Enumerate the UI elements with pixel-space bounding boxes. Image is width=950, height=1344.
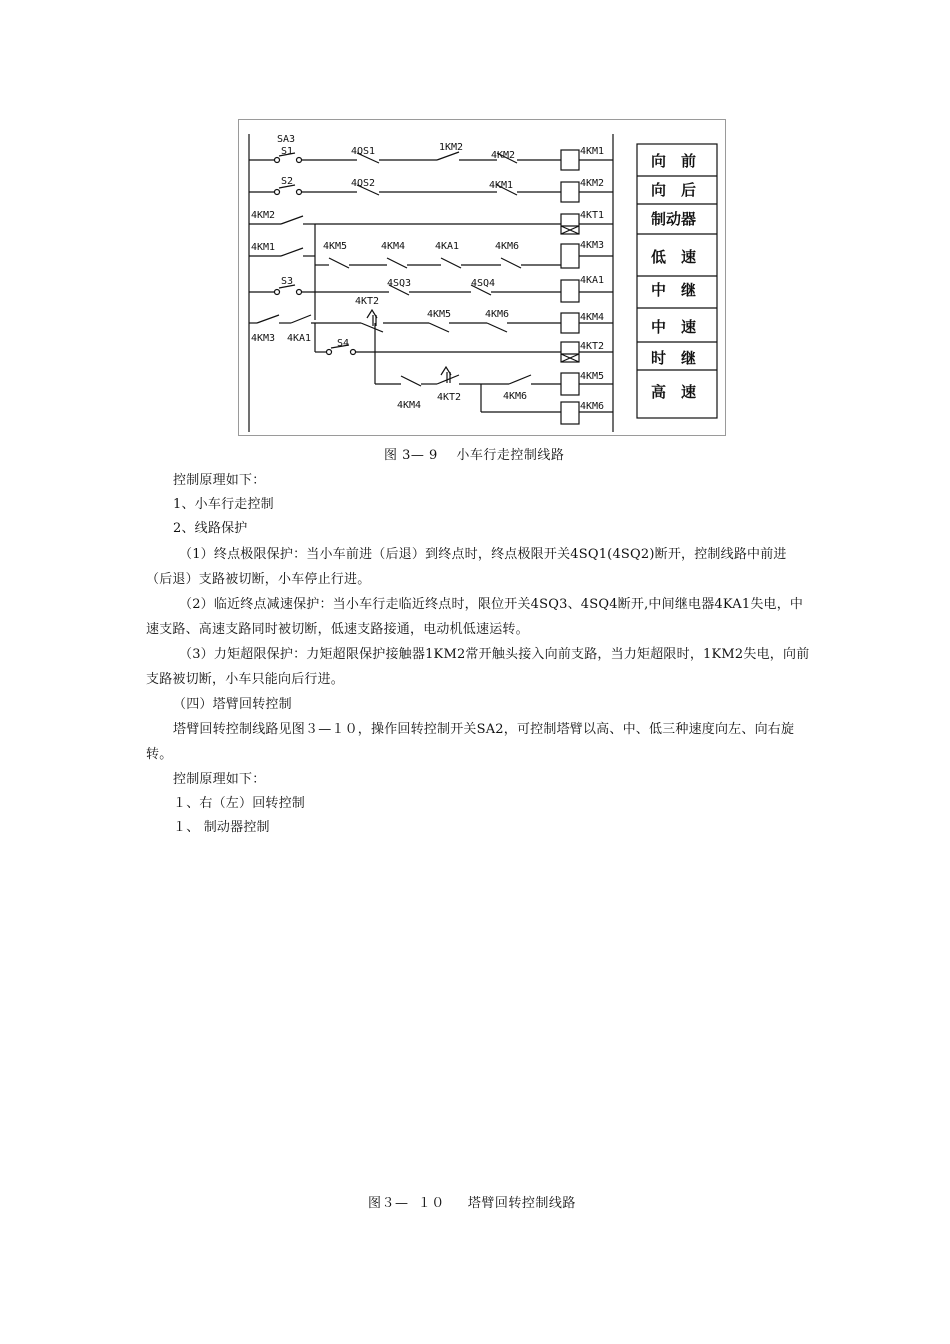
function-forward: 向 前 (651, 152, 697, 170)
coil-label-4ka1: 4KA1 (580, 275, 605, 286)
label-s2: S2 (281, 176, 294, 187)
coil-label-4km5: 4KM5 (580, 371, 605, 382)
figure-caption-3-10: 图３— １０ 塔臂回转控制线路 (368, 1196, 576, 1211)
circuit-diagram-figure (238, 119, 726, 436)
label-s1: S1 (281, 146, 294, 157)
paragraph-principle-heading-2: 控制原理如下： (173, 772, 266, 787)
function-time-relay: 时 继 (651, 349, 697, 367)
section-heading-boom-slewing: （四）塔臂回转控制 (173, 697, 292, 712)
function-low-speed: 低 速 (651, 248, 697, 266)
function-backward: 向 后 (651, 181, 697, 199)
label-4km6-row4: 4KM6 (495, 241, 520, 252)
label-s4: S4 (337, 338, 350, 349)
paragraph-line-protection: 2、线路保护 (173, 521, 248, 536)
label-4km2-row1: 4KM2 (491, 150, 516, 161)
figure-caption-3-9: 图 3— 9 小车行走控制线路 (384, 448, 565, 463)
paragraph-right-left-slewing: １、右（左）回转控制 (173, 796, 306, 811)
coil-label-4km4: 4KM4 (580, 312, 605, 323)
function-medium-speed: 中 速 (651, 318, 697, 336)
label-4km6-bottom: 4KM6 (503, 391, 528, 402)
coil-label-4kt1: 4KT1 (580, 210, 605, 221)
label-4km1-row4: 4KM1 (251, 242, 276, 253)
label-4km5-row6: 4KM5 (427, 309, 452, 320)
label-4km6-row6: 4KM6 (485, 309, 510, 320)
paragraph-deceleration-protection: （2）临近终点减速保护：当小车行走临近终点时，限位开关4SQ3、4SQ4断开,中间继电器4KA1失电，中速支路、高速支路同时被切断，低速支路接通，电动机低速运转。 (146, 597, 804, 637)
function-brake: 制动器 (651, 210, 697, 228)
coil-label-4kt2: 4KT2 (580, 341, 605, 352)
label-4km3: 4KM3 (251, 333, 276, 344)
label-sa3: SA3 (277, 134, 296, 145)
label-s3: S3 (281, 276, 294, 287)
paragraph-principle-heading: 控制原理如下： (173, 473, 266, 488)
paragraph-brake-control: １、 制动器控制 (173, 820, 270, 835)
label-4km1-row2: 4KM1 (489, 180, 514, 191)
label-4km4-row4: 4KM4 (381, 241, 406, 252)
label-4qs2: 4QS2 (351, 178, 376, 189)
function-high-speed: 高 速 (651, 383, 697, 401)
label-4qs1: 4QS1 (351, 146, 376, 157)
paragraph-torque-protection: （3）力矩超限保护：力矩超限保护接触器1KM2常开触头接入向前支路，当力矩超限时，1KM2失电，向前支路被切断，小车只能向后行进。 (146, 647, 810, 687)
label-4ka1-bottom: 4KA1 (287, 333, 312, 344)
paragraph-boom-slewing: 塔臂回转控制线路见图３—１０，操作回转控制开关SA2，可控制塔臂以高、中、低三种速度向左、向右旋转。 (146, 722, 795, 762)
function-intermediate-relay: 中 继 (651, 281, 697, 299)
paragraph-trolley-control: 1、小车行走控制 (173, 497, 274, 512)
coil-label-4km3: 4KM3 (580, 240, 605, 251)
label-4km2-row3: 4KM2 (251, 210, 276, 221)
label-4ka1-row4: 4KA1 (435, 241, 460, 252)
coil-label-4km6: 4KM6 (580, 401, 605, 412)
label-4sq4: 4SQ4 (471, 278, 496, 289)
label-4sq3: 4SQ3 (387, 278, 412, 289)
coil-label-4km2: 4KM2 (580, 178, 605, 189)
paragraph-end-limit-protection: （1）终点极限保护：当小车前进（后退）到终点时，终点极限开关4SQ1(4SQ2)断开，控制线路中前进（后退）支路被切断，小车停止行进。 (146, 547, 787, 587)
coil-label-4km1: 4KM1 (580, 146, 605, 157)
trolley-control-circuit-diagram (239, 120, 727, 437)
label-4kt2-bottom: 4KT2 (437, 392, 462, 403)
label-1km2: 1KM2 (439, 142, 464, 153)
label-4kt2-row6: 4KT2 (355, 296, 380, 307)
label-4km4-bottom: 4KM4 (397, 400, 422, 411)
label-4km5-row4: 4KM5 (323, 241, 348, 252)
